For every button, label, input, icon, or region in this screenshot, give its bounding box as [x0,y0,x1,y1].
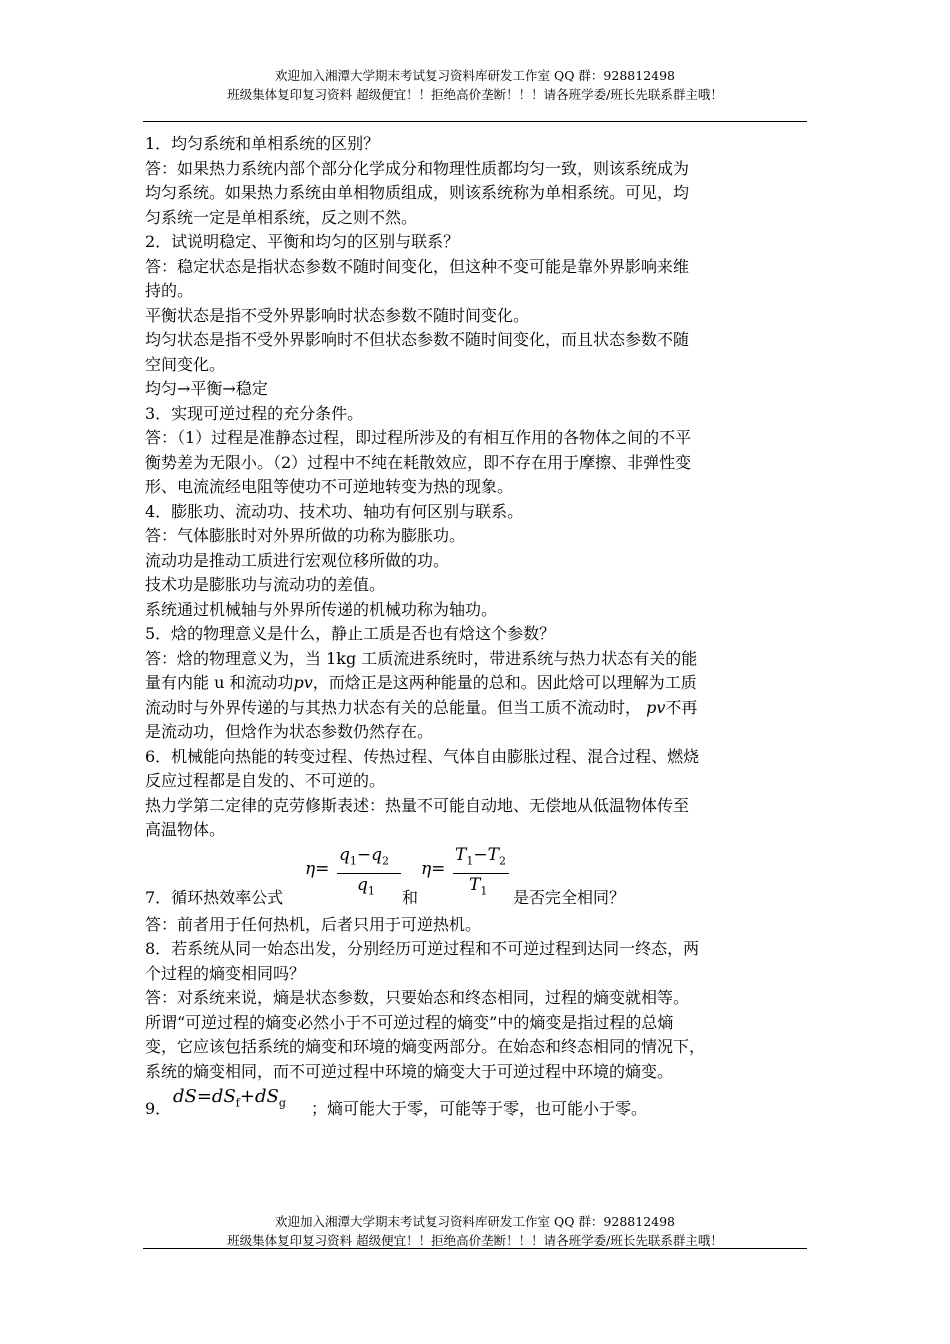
q2-answer-line: 空间变化。 [145,354,226,374]
fraction-bar [453,873,509,874]
t-symbol: T [455,844,467,865]
q5-text: 流动时与外界传递的与其热力状态有关的总能量。但当工质不流动时， [145,697,642,717]
header-divider [143,121,807,122]
minus-sign: − [473,844,488,865]
q1-answer-line: 均匀系统。如果热力系统由单相物质组成，则该系统称为单相系统。可见，均 [145,183,690,202]
q5-answer-line [145,671,809,696]
q7-title: 7．循环热效率公式 [145,887,284,907]
page-footer [143,1212,807,1250]
q5-text: 量有内能 u 和流动功 [145,673,294,692]
q9-text: ；熵可能大于零，可能等于零，也可能小于零。 [311,1099,648,1118]
q3-title: 3．实现可逆过程的充分条件。 [145,403,364,423]
q7-and: 和 [402,887,419,907]
q5-answer-line [145,696,809,721]
q4-answer-line: 流动功是推动工质进行宏观位移所做的功。 [145,550,450,570]
fraction-bar [337,873,401,874]
q8-answer-line: 答：对系统来说，熵是状态参数，只要始态和终态相同，过程的熵变就相等。 [145,988,690,1007]
q3-answer-line: 衡势差为无限小。（2）过程中不纯在耗散效应，即不存在用于摩擦、非弹性变 [145,452,692,472]
footer-divider [143,1248,807,1249]
q2-answer-line: 持的。 [145,281,194,300]
subscript: g [278,1096,286,1110]
q-symbol: q [371,844,383,865]
q2-answer-line: 平衡状态是指不受外界影响时状态参数不随时间变化。 [145,305,530,325]
q4-answer-line: 技术功是膨胀功与流动功的差值。 [145,575,386,594]
q2-title: 2．试说明稳定、平衡和均匀的区别与联系？ [145,232,460,251]
header-line-2: 班级集体复印复习资料 超级便宜！！拒绝高价垄断！！！请各班学委/班长先联系群主哦！ [227,87,723,102]
minus-sign: − [356,844,372,865]
q4-title: 4．膨胀功、流动功、技术功、轴功有何区别与联系。 [145,501,524,521]
formula-denominator [357,875,375,897]
header-line-1: 欢迎加入湘潭大学期末考试复习资料库研发工作室 QQ 群：928812498 [274,68,676,83]
t-symbol: T [469,874,481,895]
q9-number: 9． [145,1099,172,1118]
q8-answer-line: 系统的熵变相同，而不可逆过程中环境的熵变大于可逆过程中环境的熵变。 [145,1061,674,1081]
q7-question: 是否完全相同？ [513,887,626,907]
subscript: 1 [367,883,375,897]
q8-answer-line: 所谓“可逆过程的熵变必然小于不可逆过程的熵变”中的熵变是指过程的总熵 [145,1012,674,1032]
q5-text: 不再 [665,697,698,717]
q5-answer-line: 答：焓的物理意义为，当 1kg 工质流进系统时，带进系统与热力状态有关的能 [145,648,698,668]
q5-title: 5．焓的物理意义是什么，静止工质是否也有焓这个参数？ [145,624,556,643]
formula-numerator [339,845,389,867]
eta-symbol: η= [305,858,330,879]
footer-line-2: 班级集体复印复习资料 超级便宜！！拒绝高价垄断！！！请各班学委/班长先联系群主哦！ [227,1233,723,1248]
pv-symbol: pv [293,673,313,692]
q9-line [145,1086,809,1118]
formula-numerator [455,845,506,867]
q5-text: ，而焓正是这两种能量的总和。因此焓可以理解为工质 [312,673,697,692]
q4-answer-line: 答：气体膨胀时对外界所做的功称为膨胀功。 [145,526,466,545]
q2-answer-line: 均匀状态是指不受外界影响时不但状态参数不随时间变化，而且状态参数不随 [145,330,690,349]
entropy-formula [173,1086,286,1110]
q8-answer-line: 变，它应该包括系统的熵变和环境的熵变两部分。在始态和终态相同的情况下， [145,1037,706,1056]
q8-title: 8．若系统从同一始态出发，分别经历可逆过程和不可逆过程到达同一终态，两 [145,939,700,958]
pv-symbol: pv [646,697,666,717]
q6-answer-line: 高温物体。 [145,820,226,839]
subscript: f [235,1096,240,1110]
q3-answer-line: 答：（1）过程是准静态过程，即过程所涉及的有相互作用的各物体之间的不平 [145,428,692,447]
q1-answer-line: 匀系统一定是单相系统，反之则不然。 [145,207,418,227]
q2-answer-line: 答：稳定状态是指状态参数不随时间变化，但这种不变可能是靠外界影响来维 [145,256,690,276]
document-body [145,132,809,1118]
q-symbol: q [357,874,368,895]
q7-answer-line: 答：前者用于任何热机，后者只用于可逆热机。 [145,914,482,934]
t-symbol: T [487,844,499,865]
q6-answer-line: 热力学第二定律的克劳修斯表述：热量不可能自动地、无偿地从低温物体传至 [145,795,690,815]
formula-denominator [469,875,487,897]
ds-term: dS=dS [173,1086,236,1107]
q6-title: 6．机械能向热能的转变过程、传热过程、气体自由膨胀过程、混合过程、燃烧 [145,746,700,766]
subscript: 2 [382,853,390,867]
q1-answer-line: 答：如果热力系统内部个部分化学成分和物理性质都均匀一致，则该系统成为 [145,158,690,178]
eta-symbol: η= [421,858,446,879]
q2-answer-line: 均匀→平衡→稳定 [145,379,268,398]
ds-term: +dS [239,1086,279,1107]
footer-line-1: 欢迎加入湘潭大学期末考试复习资料库研发工作室 QQ 群：928812498 [274,1214,676,1229]
subscript: 2 [498,853,506,867]
subscript: 1 [349,853,357,867]
q-symbol: q [339,844,350,865]
q8-title: 个过程的熵变相同吗？ [145,963,306,983]
page-header [143,66,807,104]
q7-formula-line [145,843,809,913]
subscript: 1 [480,883,488,897]
q4-answer-line: 系统通过机械轴与外界所传递的机械功称为轴功。 [145,599,498,619]
q6-title: 反应过程都是自发的、不可逆的。 [145,771,386,790]
q5-answer-line: 是流动功，但焓作为状态参数仍然存在。 [145,722,434,741]
q1-title: 1．均匀系统和单相系统的区别？ [145,134,380,153]
q3-answer-line: 形、电流流经电阻等使功不可逆地转变为热的现象。 [145,477,514,496]
subscript: 1 [466,853,474,867]
